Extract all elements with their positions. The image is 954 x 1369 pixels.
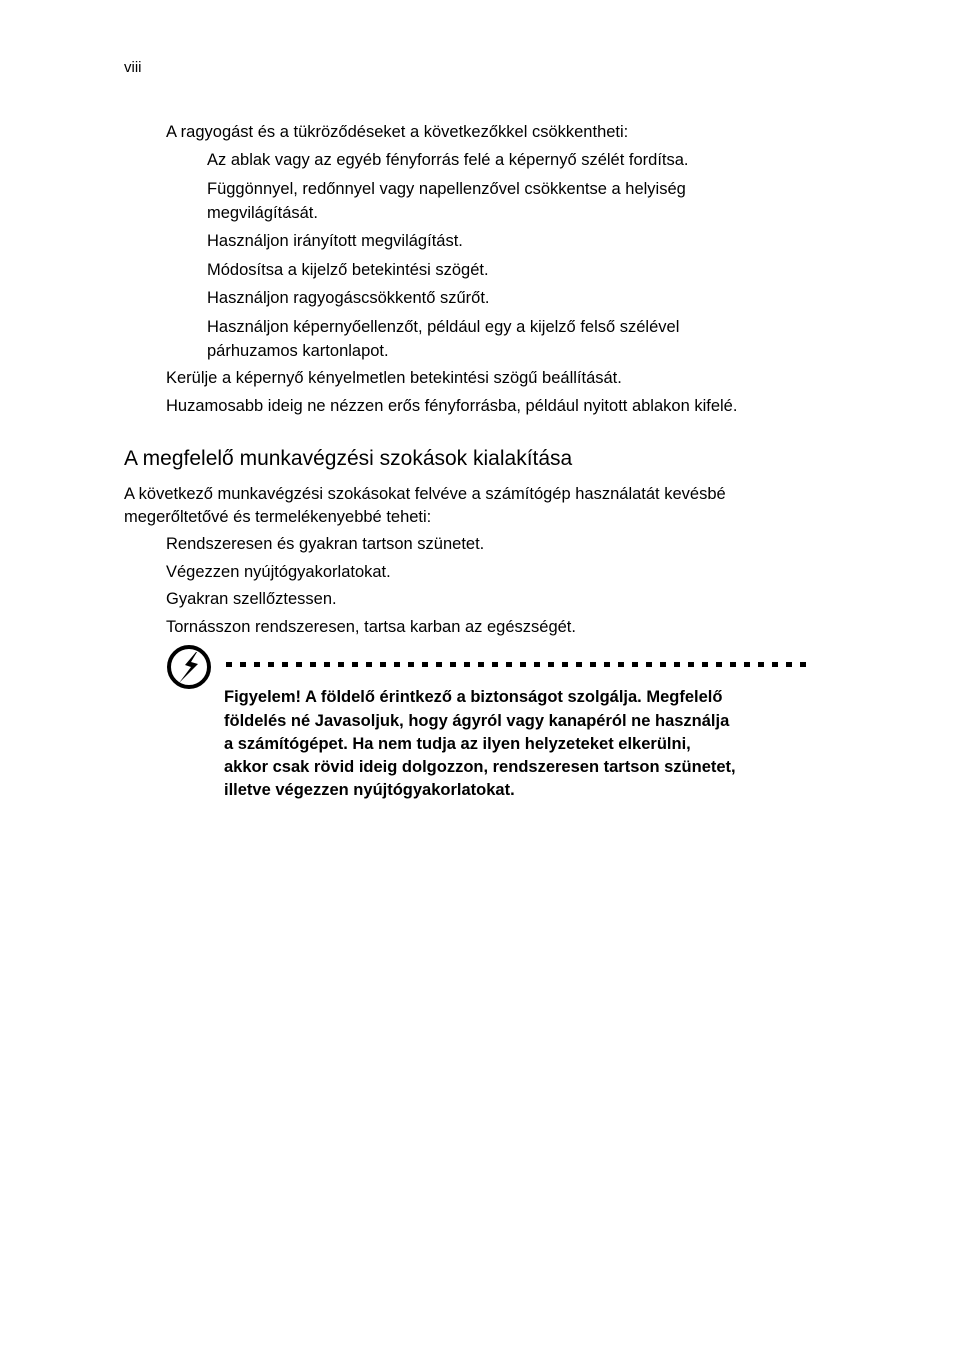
section-heading: A megfelelő munkavégzési szokások kialakítása [124,447,573,470]
warning-divider [226,662,809,667]
glare-item: Módosítsa a kijelző betekintési szögét. [207,261,489,279]
glare-item: Használjon képernyőellenzőt, például egy a kijelző felső szélével [207,318,680,336]
warning-text-line: a számítógépet. Ha nem tudja az ilyen helyzeteket elkerülni, [224,735,691,753]
habit-item: Rendszeresen és gyakran tartson szünetet. [166,535,485,553]
glare-item-continued: párhuzamos kartonlapot. [207,342,389,360]
habit-item: Gyakran szellőztessen. [166,590,337,608]
page-number: viii [124,59,142,76]
habit-item: Végezzen nyújtógyakorlatokat. [166,563,391,581]
glare-item: Használjon irányított megvilágítást. [207,232,463,250]
habit-item: Tornásszon rendszeresen, tartsa karban az egészségét. [166,618,576,636]
glare-item: Az ablak vagy az egyéb fényforrás felé a képernyő szélét fordítsa. [207,151,689,169]
glare-item: Függönnyel, redőnnyel vagy napellenzővel csökkentse a helyiség [207,180,686,198]
glare-intro: A ragyogást és a tükröződéseket a következőkkel csökkentheti: [166,123,629,141]
warning-lightning-icon [166,644,214,692]
habits-intro-continued: megerőltetővé és termelékenyebbé teheti: [124,508,432,526]
glare-item: Használjon ragyogáscsökkentő szűrőt. [207,289,490,307]
glare-avoid-angle: Kerülje a képernyő kényelmetlen betekintési szögű beállítását. [166,369,622,387]
warning-text-line: Figyelem! A földelő érintkező a biztonságot szolgálja. Megfelelő [224,688,723,706]
warning-text-line: akkor csak rövid ideig dolgozzon, rendszeresen tartson szünetet, [224,758,736,776]
habits-intro: A következő munkavégzési szokásokat felvéve a számítógép használatát kevésbé [124,485,726,503]
warning-text-line: illetve végezzen nyújtógyakorlatokat. [224,781,515,799]
glare-avoid-light: Huzamosabb ideig ne nézzen erős fényforrásba, például nyitott ablakon kifelé. [166,397,738,415]
warning-text-line: földelés né Javasoljuk, hogy ágyról vagy kanapéról ne használja [224,712,730,730]
glare-item-continued: megvilágítását. [207,204,318,222]
